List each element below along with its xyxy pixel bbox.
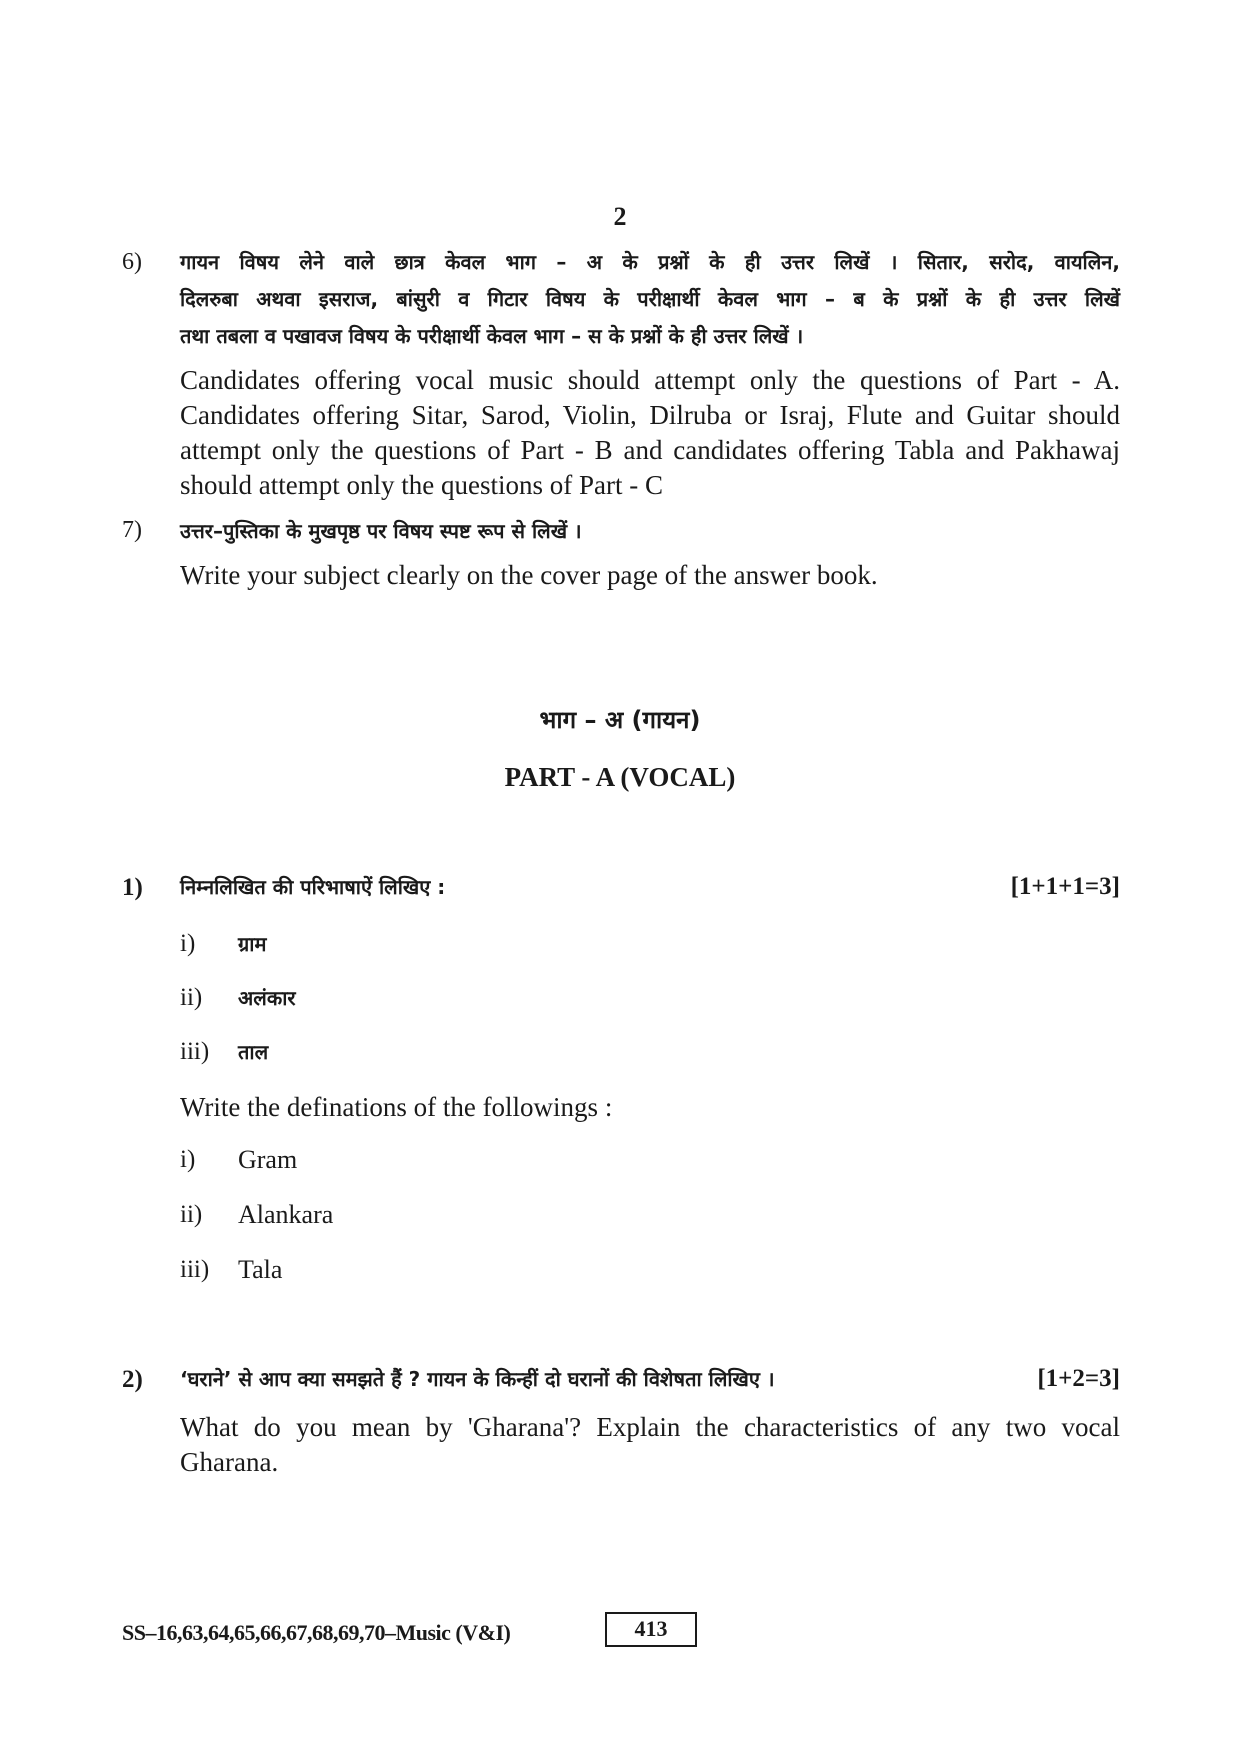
question-1-hindi: निम्नलिखित की परिभाषाऐं लिखिए : — [180, 875, 446, 899]
option-text-hindi: अलंकार — [238, 986, 296, 1010]
page-code-box: 413 — [605, 1612, 697, 1647]
section-title-hindi: भाग – अ (गायन) — [539, 706, 701, 734]
question-2-hindi: ‘घराने’ से आप क्या समझते हैं ? गायन के किन्हीं दो घरानों की विशेषता लिखिए । — [180, 1367, 775, 1391]
option-text-hindi: ग्राम — [238, 932, 267, 956]
option-label: ii) — [180, 984, 203, 1011]
option-label: i) — [180, 930, 196, 957]
question-1-marks: [1+1+1=3] — [1010, 873, 1120, 900]
question-number: 2) — [122, 1366, 143, 1393]
paper-code: SS–16,63,64,65,66,67,68,69,70–Music (V&I) — [122, 1620, 511, 1645]
option-text-english: Alankara — [238, 1200, 334, 1229]
option-label: iii) — [180, 1038, 210, 1065]
question-1-english: Write the definations of the followings : — [180, 1092, 613, 1122]
option-text-hindi: ताल — [238, 1040, 269, 1064]
section-title-english: PART - A (VOCAL) — [504, 762, 736, 792]
option-label: iii) — [180, 1256, 210, 1283]
option-label: ii) — [180, 1201, 203, 1228]
instruction-number: 6) — [122, 249, 142, 275]
question-2-english: What do you mean by 'Gharana'? Explain the characteristics of any two vocal Gharana. — [180, 1412, 1120, 1477]
instruction-6-english: Candidates offering vocal music should attempt only the questions of Part - A. Candidates offering Sitar, Sarod, Violin, Dilruba or Israj, Flute and Guitar should attempt only the questions of Part - B and candidates offering Tabla and Pakhawaj should attempt only the questions of Part - C — [180, 365, 1120, 500]
question-2-marks: [1+2=3] — [1037, 1365, 1120, 1392]
instruction-7-english: Write your subject clearly on the cover page of the answer book. — [180, 560, 878, 590]
instruction-number: 7) — [122, 517, 142, 543]
hindi-line: दिलरुबा अथवा इसराज, बांसुरी व गिटार विषय के परीक्षार्थी केवल भाग – ब के प्रश्नों के ही उत्तर लिखें — [180, 287, 1120, 311]
question-number: 1) — [122, 874, 143, 901]
hindi-line: गायन विषय लेने वाले छात्र केवल भाग – अ के प्रश्नों के ही उत्तर लिखें । सितार, सरोद, वायलिन, — [180, 250, 1120, 274]
instruction-7-hindi: उत्तर–पुस्तिका के मुखपृष्ठ पर विषय स्पष्ट रूप से लिखें । — [180, 519, 582, 543]
option-label: i) — [180, 1146, 196, 1173]
instruction-6-hindi — [180, 244, 1120, 355]
hindi-line: तथा तबला व पखावज विषय के परीक्षार्थी केवल भाग – स के प्रश्नों के ही उत्तर लिखें । — [180, 324, 804, 348]
option-text-english: Gram — [238, 1145, 298, 1174]
page-number: 2 — [613, 202, 627, 231]
option-text-english: Tala — [238, 1255, 283, 1284]
